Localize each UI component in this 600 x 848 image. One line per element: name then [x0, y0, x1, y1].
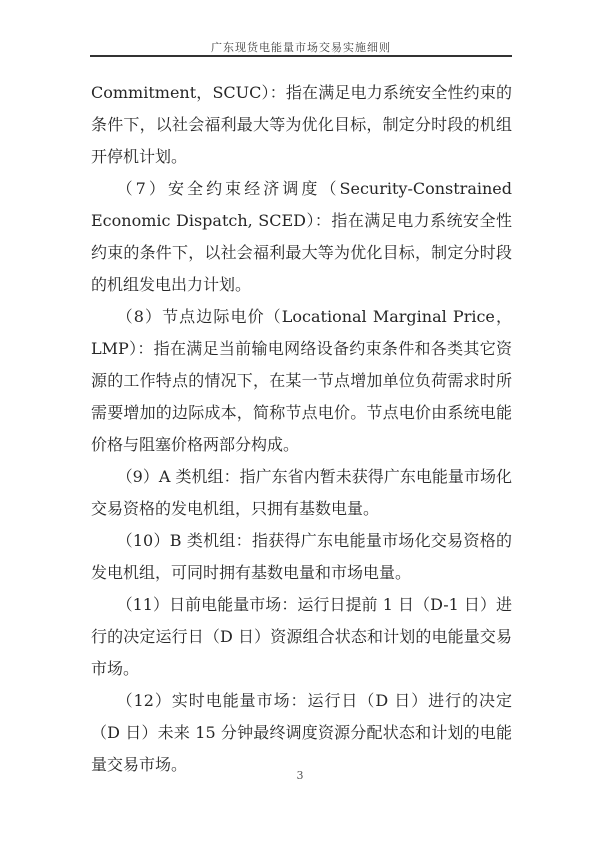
document-body: [91, 77, 512, 781]
paragraph-item-8-lmp: （8）节点边际电价（Locational Marginal Price，LMP）：指在满足当前输电网络设备约束条件和各类其它资源的工作特点的情况下，在某一节点增加单位负荷需求时所需要增加的边际成本，简称节点电价。节点电价由系统电能价格与阻塞价格两部分构成。: [91, 307, 512, 454]
paragraph-scuc-continuation: Commitment，SCUC）：指在满足电力系统安全性约束的条件下，以社会福利最大等为优化目标，制定分时段的机组开停机计划。: [91, 83, 512, 166]
paragraph-item-9-class-a-units: （9）A 类机组：指广东省内暂未获得广东电能量市场化交易资格的发电机组，只拥有基数电量。: [91, 467, 512, 518]
paragraph-item-12-real-time-market: （12）实时电能量市场：运行日（D 日）进行的决定（D 日）未来 15 分钟最终调度资源分配状态和计划的电能量交易市场。: [91, 691, 512, 774]
header-rule: [90, 55, 512, 57]
paragraph-item-10-class-b-units: （10）B 类机组：指获得广东电能量市场化交易资格的发电机组，可同时拥有基数电量和市场电量。: [91, 531, 512, 582]
paragraph-item-7-sced: （7）安全约束经济调度（Security-Constrained Economic Dispatch, SCED）：指在满足电力系统安全性约束的条件下，以社会福利最大等为优化目标，制定分时段的机组发电出力计划。: [91, 179, 512, 294]
paragraph-item-11-day-ahead-market: （11）日前电能量市场：运行日提前 1 日（D-1 日）进行的决定运行日（D 日）资源组合状态和计划的电能量交易市场。: [91, 595, 512, 678]
page-number: 3: [296, 769, 304, 782]
page-header-title: 广东现货电能量市场交易实施细则: [211, 41, 391, 54]
